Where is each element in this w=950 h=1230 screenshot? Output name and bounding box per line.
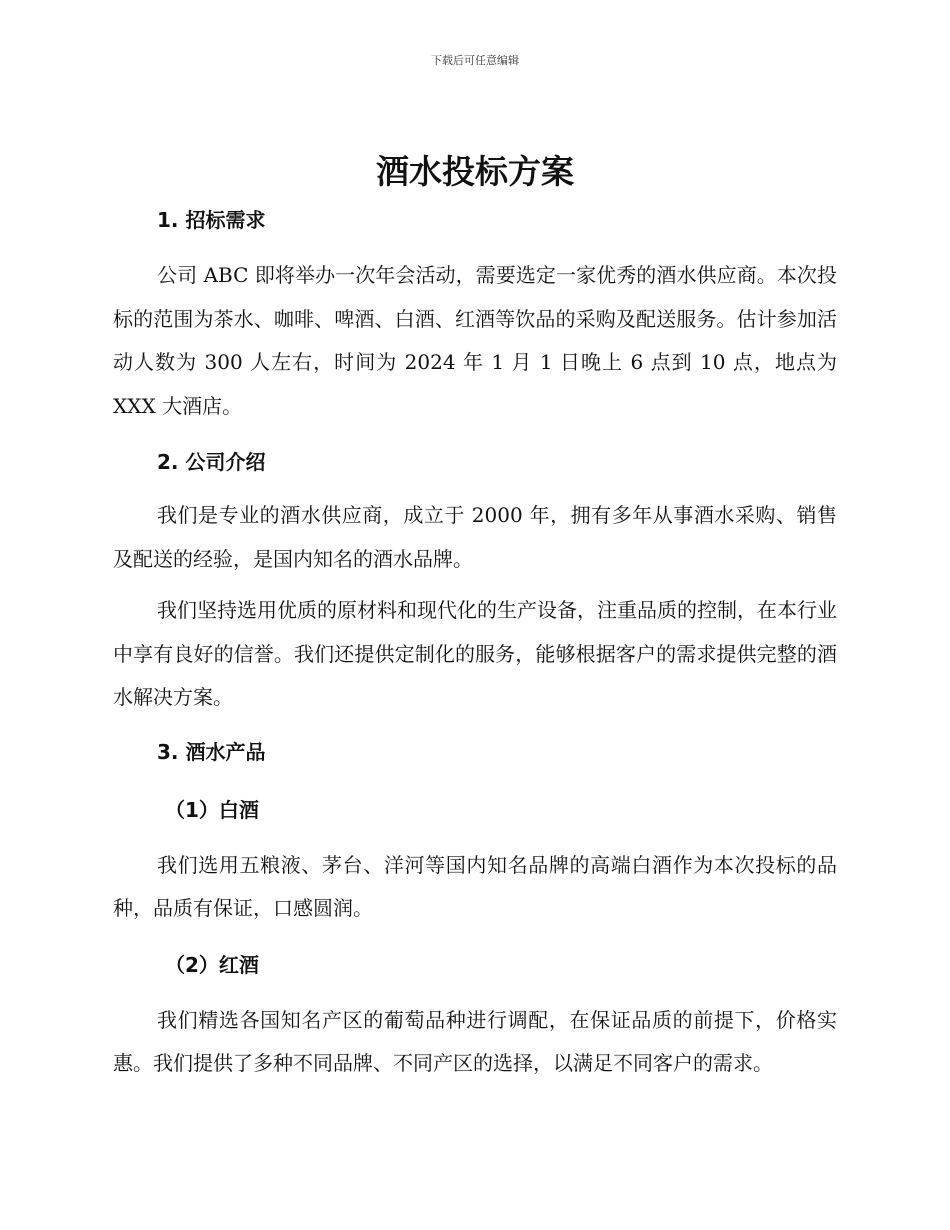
- company-intro-paragraph-2: 我们坚持选用优质的原材料和现代化的生产设备，注重品质的控制，在本行业中享有良好的信誉。我们还提供定制化的服务，能够根据客户的需求提供完整的酒水解决方案。: [113, 598, 837, 709]
- page-header-note: 下载后可任意编辑: [431, 54, 519, 67]
- section-heading-requirements: 1. 招标需求: [157, 208, 266, 232]
- section-heading-products: 3. 酒水产品: [157, 739, 266, 764]
- red-wine-paragraph: 我们精选各国知名产区的葡萄品种进行调配，在保证品质的前提下，价格实惠。我们提供了多种不同品牌、不同产区的选择，以满足不同客户的需求。: [113, 1007, 837, 1075]
- requirements-paragraph: 公司 ABC 即将举办一次年会活动，需要选定一家优秀的酒水供应商。本次投标的范围为茶水、咖啡、啤酒、白酒、红酒等饮品的采购及配送服务。估计参加活动人数为 300 人左右，时间为 2024 年 1 月 1 日晚上 6 点到 10 点，地点为 XXX 大酒店。: [113, 263, 837, 418]
- subsection-heading-baijiu: （1）白酒: [165, 797, 259, 822]
- section-heading-company-intro: 2. 公司介绍: [157, 450, 266, 474]
- document-title: 酒水投标方案: [376, 152, 574, 191]
- company-intro-paragraph-1: 我们是专业的酒水供应商，成立于 2000 年，拥有多年从事酒水采购、销售及配送的经验，是国内知名的酒水品牌。: [113, 503, 837, 571]
- document-body: [113, 196, 837, 1086]
- baijiu-paragraph: 我们选用五粮液、茅台、洋河等国内知名品牌的高端白酒作为本次投标的品种，品质有保证，口感圆润。: [113, 852, 837, 920]
- subsection-heading-red-wine: （2）红酒: [165, 952, 259, 977]
